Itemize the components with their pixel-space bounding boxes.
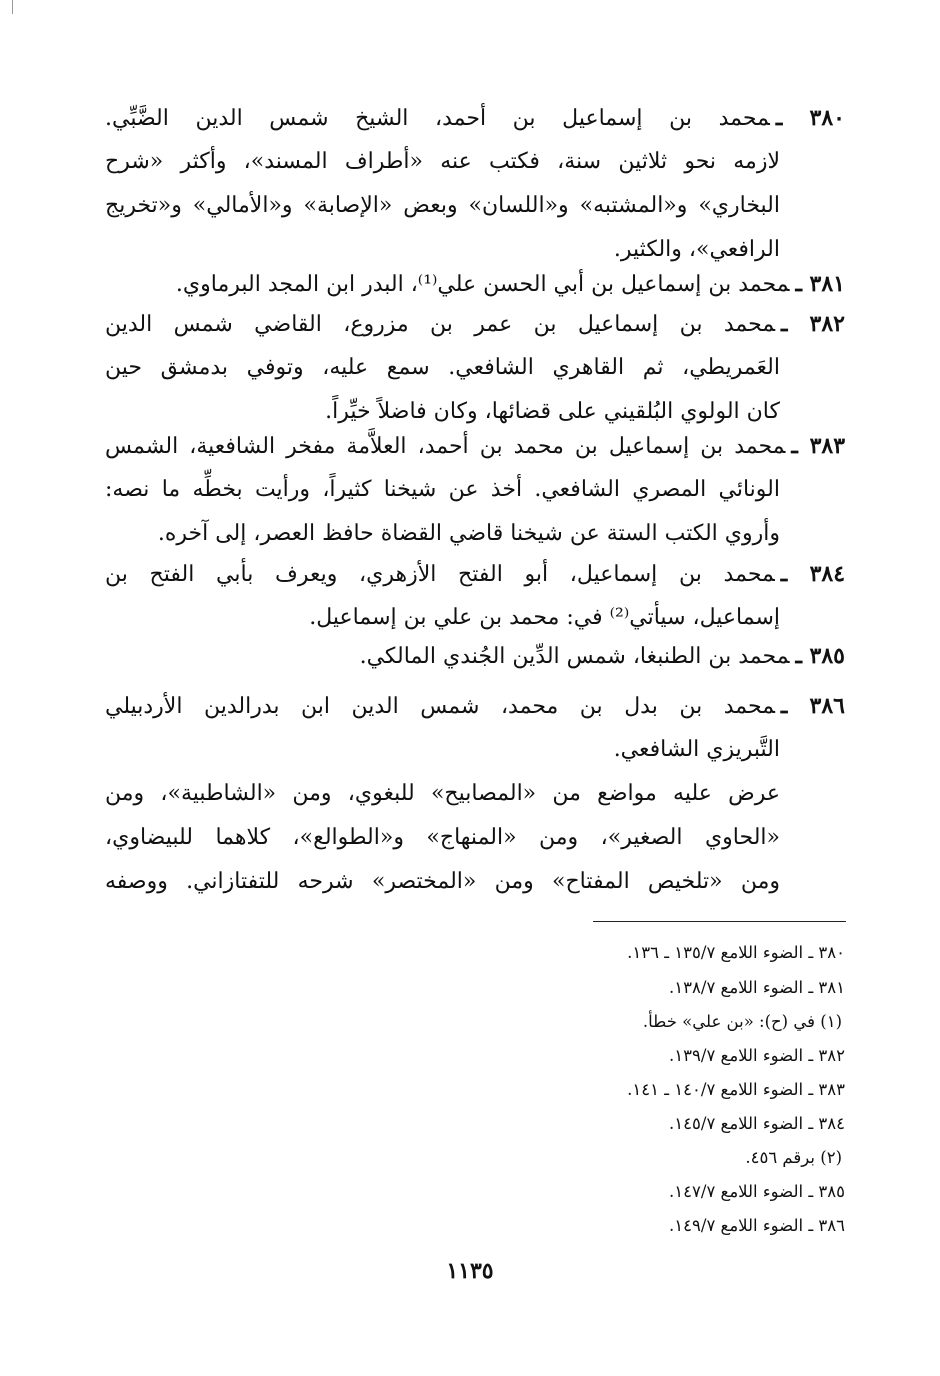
footnote: ٣٨٦ ـ الضوء اللامع ١٤٩/٧. bbox=[669, 1216, 845, 1235]
entry-line: ٣٨٦ ـمحمد بن بدل بن محمد، شمس الدين ابن بدرالدين الأردبيلي bbox=[105, 693, 845, 719]
entry-number: ٣٨١ ـ bbox=[795, 271, 845, 297]
footnote-divider bbox=[593, 921, 846, 922]
entry-line: ٣٨١ ـمحمد بن إسماعيل بن أبي الحسن علي⁽¹⁾، البدر ابن المجد البرماوي. bbox=[175, 271, 845, 297]
entry-line: العَمريطي، ثم القاهري الشافعي. سمع عليه، وتوفي بدمشق حين bbox=[105, 355, 780, 380]
footnote: (٢) برقم ٤٥٦. bbox=[745, 1148, 842, 1167]
footnote: ٣٨٣ ـ الضوء اللامع ١٤٠/٧ ـ ١٤١. bbox=[627, 1080, 845, 1099]
entry-381 bbox=[105, 262, 845, 306]
entry-382 bbox=[105, 302, 845, 434]
entry-line: ٣٨٥ ـمحمد بن الطنبغا، شمس الدِّين الجُندي المالكي. bbox=[359, 643, 845, 669]
entry-383 bbox=[105, 424, 845, 556]
entry-line: ٣٨٢ ـمحمد بن إسماعيل بن عمر بن مزروع، القاضي شمس الدين bbox=[105, 311, 845, 337]
entry-line: عرض عليه مواضع من «المصابيح» للبغوي، ومن «الشاطبية»، ومن bbox=[105, 781, 780, 806]
entry-line: كان الولوي البُلقيني على قضائها، وكان فاضلاً خيِّراً. bbox=[325, 399, 780, 424]
entry-385 bbox=[105, 634, 845, 678]
entry-line: الونائي المصري الشافعي. أخذ عن شيخنا كثيراً، ورأيت بخطِّه ما نصه: bbox=[105, 477, 780, 502]
entry-number: ٣٨٠ ـ bbox=[775, 105, 845, 131]
entry-380 bbox=[105, 96, 845, 272]
entry-line: لازمه نحو ثلاثين سنة، فكتب عنه «أطراف المسند»، وأكثر «شرح bbox=[105, 149, 780, 174]
entry-384 bbox=[105, 552, 845, 640]
entry-line: التَّبريزي الشافعي. bbox=[613, 737, 780, 762]
entry-number: ٣٨٦ ـ bbox=[780, 693, 845, 719]
entry-number: ٣٨٢ ـ bbox=[781, 311, 845, 337]
entry-line: ومن «تلخيص المفتاح» ومن «المختصر» شرحه للتفتازاني. ووصفه bbox=[105, 869, 780, 894]
entry-number: ٣٨٣ ـ bbox=[791, 433, 845, 459]
entry-line: البخاري» و«المشتبه» و«اللسان» وبعض «الإصابة» و«الأمالي» و«تخريج bbox=[105, 193, 780, 218]
entry-line: إسماعيل، سيأتي⁽²⁾ في: محمد بن علي بن إسماعيل. bbox=[309, 605, 780, 630]
footnote: ٣٨٥ ـ الضوء اللامع ١٤٧/٧. bbox=[669, 1182, 845, 1201]
entry-line: الرافعي»، والكثير. bbox=[613, 237, 780, 262]
page-number: ١١٣٥ bbox=[446, 1258, 494, 1284]
footnote: (١) في (ح): «بن علي» خطأ. bbox=[642, 1012, 842, 1031]
entry-number: ٣٨٤ ـ bbox=[780, 561, 845, 587]
footnote: ٣٨٠ ـ الضوء اللامع ١٣٥/٧ ـ ١٣٦. bbox=[627, 943, 845, 962]
footnote: ٣٨١ ـ الضوء اللامع ١٣٨/٧. bbox=[669, 978, 845, 997]
footnote: ٣٨٤ ـ الضوء اللامع ١٤٥/٧. bbox=[669, 1114, 845, 1133]
entry-line: وأروي الكتب الستة عن شيخنا قاضي القضاة حافظ العصر، إلى آخره. bbox=[157, 521, 780, 546]
entry-386 bbox=[105, 684, 845, 904]
scan-mark bbox=[12, 0, 13, 14]
entry-line: ٣٨٣ ـمحمد بن إسماعيل بن محمد بن أحمد، العلاَّمة مفخر الشافعية، الشمس bbox=[105, 433, 845, 459]
entry-line: ٣٨٤ ـمحمد بن إسماعيل، أبو الفتح الأزهري، ويعرف بأبي الفتح بن bbox=[105, 561, 845, 587]
entry-line: «الحاوي الصغير»، ومن «المنهاج» و«الطوالع»، كلاهما للبيضاوي، bbox=[105, 825, 780, 850]
footnote: ٣٨٢ ـ الضوء اللامع ١٣٩/٧. bbox=[669, 1046, 845, 1065]
entry-number: ٣٨٥ ـ bbox=[795, 643, 845, 669]
entry-line: ٣٨٠ ـمحمد بن إسماعيل بن أحمد، الشيخ شمس الدين الضَّبِّي. bbox=[105, 105, 845, 131]
